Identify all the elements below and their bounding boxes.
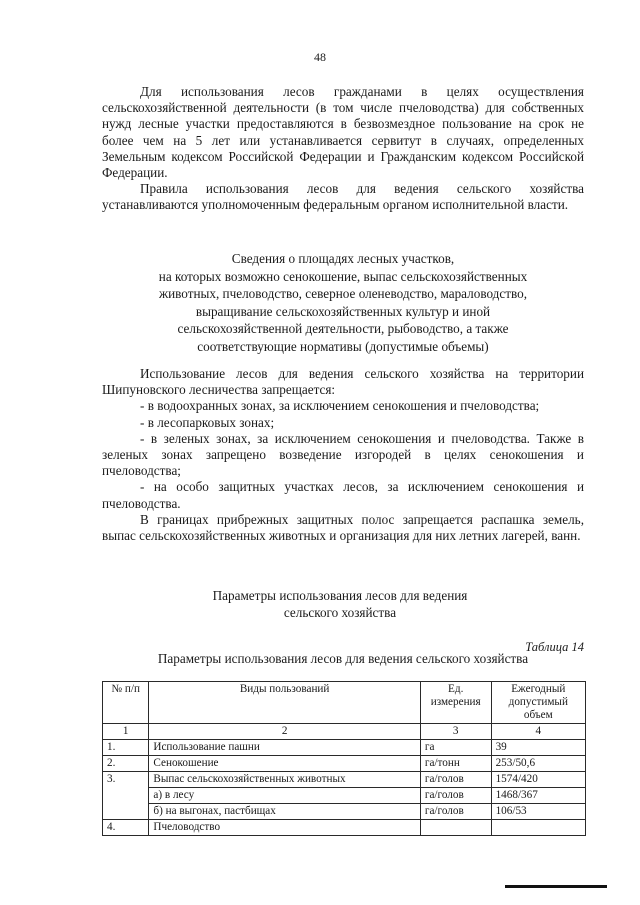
cell-volume	[491, 820, 585, 836]
restrictions-closing: В границах прибрежных защитных полос запрещается распашка земель, выпас сельскохозяйственных животных и организация для них летних лагерей, ванн.	[102, 511, 584, 544]
paragraph-usage-citizens: Для использования лесов гражданами в целях осуществления сельскохозяйственной деятельности (в том числе пчеловодства) для собственных нужд лесные участки предоставляются в безвозмездное пользование на срок не более чем на 5 лет или устанавливается сервитут в случаях, определенных Земельным кодексом Российской Федерации и Гражданским кодексом Российской Федерации.	[102, 84, 584, 181]
heading-line: выращивание сельскохозяйственных культур и иной	[195, 303, 491, 319]
heading-line: Сведения о площадях лесных участков,	[231, 251, 455, 266]
restrictions-text-block	[102, 366, 584, 544]
cell-volume: 39	[491, 740, 585, 756]
paragraph-rules-authority: Правила использования лесов для ведения сельского хозяйства устанавливаются уполномоченным федеральным органом исполнительной власти.	[102, 181, 584, 213]
table-caption: Таблица 14	[525, 640, 584, 654]
table-title: Параметры использования лесов для ведения сельского хозяйства	[157, 651, 529, 666]
header-num: № п/п	[103, 682, 149, 724]
column-number: 4	[491, 724, 585, 740]
cell-type: Сенокошение	[149, 756, 420, 772]
cell-volume: 1574/420	[491, 772, 585, 788]
section-heading-parameters	[150, 587, 530, 621]
cell-type: Использование пашни	[149, 740, 420, 756]
restriction-item: - в лесопарковых зонах;	[140, 414, 275, 430]
page-number: 48	[314, 50, 326, 64]
cell-type: Пчеловодство	[149, 820, 420, 836]
column-number: 3	[420, 724, 491, 740]
cell-num: 4.	[103, 820, 149, 836]
column-number: 1	[103, 724, 149, 740]
header-unit: Ед. измерения	[420, 682, 491, 724]
cell-unit: га/голов	[420, 788, 491, 804]
cell-type: а) в лесу	[149, 788, 420, 804]
scan-edge-mark	[505, 885, 607, 888]
cell-volume: 106/53	[491, 804, 585, 820]
cell-type: Выпас сельскохозяйственных животных	[149, 772, 420, 788]
cell-num: 1.	[103, 740, 149, 756]
cell-type: б) на выгонах, пастбищах	[149, 804, 420, 820]
heading-line: на которых возможно сенокошение, выпас сельскохозяйственных	[158, 268, 528, 284]
table-header-row	[103, 682, 586, 724]
heading-line: Параметры использования лесов для ведения	[212, 588, 468, 603]
table-row	[103, 740, 586, 756]
column-number: 2	[149, 724, 420, 740]
cell-volume: 253/50,6	[491, 756, 585, 772]
cell-unit: га	[420, 740, 491, 756]
cell-volume: 1468/367	[491, 788, 585, 804]
header-volume: Ежегодный допустимый объем	[491, 682, 585, 724]
cell-unit	[420, 820, 491, 836]
heading-line: сельского хозяйства	[283, 605, 397, 620]
column-number-row	[103, 724, 586, 740]
restriction-item: - в водоохранных зонах, за исключением сенокошения и пчеловодства;	[140, 398, 540, 414]
cell-unit: га/тонн	[420, 756, 491, 772]
table-row	[103, 788, 586, 804]
parameters-table	[102, 681, 586, 836]
cell-num: 3.	[103, 772, 149, 820]
table-row	[103, 756, 586, 772]
header-type: Виды пользований	[149, 682, 420, 724]
heading-line: соответствующие нормативы (допустимые объемы)	[197, 338, 489, 354]
restrictions-intro: Использование лесов для ведения сельского хозяйства на территории Шипуновского лесничества запрещается:	[102, 366, 584, 398]
table-row	[103, 820, 586, 836]
heading-line: животных, пчеловодство, северное оленеводство, мараловодство,	[158, 286, 528, 301]
table-row	[103, 804, 586, 820]
section-heading-areas	[102, 250, 584, 355]
cell-unit: га/голов	[420, 804, 491, 820]
table-row	[103, 772, 586, 788]
restriction-item: - на особо защитных участках лесов, за исключением сенокошения и пчеловодства.	[102, 479, 584, 511]
cell-unit: га/голов	[420, 772, 491, 788]
restriction-item: - в зеленых зонах, за исключением сенокошения и пчеловодства. Также в зеленых зонах запрещено возведение изгородей в целях сенокошения и пчеловодства;	[102, 430, 584, 479]
intro-text-block	[102, 84, 584, 214]
cell-num: 2.	[103, 756, 149, 772]
heading-line: сельскохозяйственной деятельности, рыбоводство, а также	[177, 321, 509, 336]
